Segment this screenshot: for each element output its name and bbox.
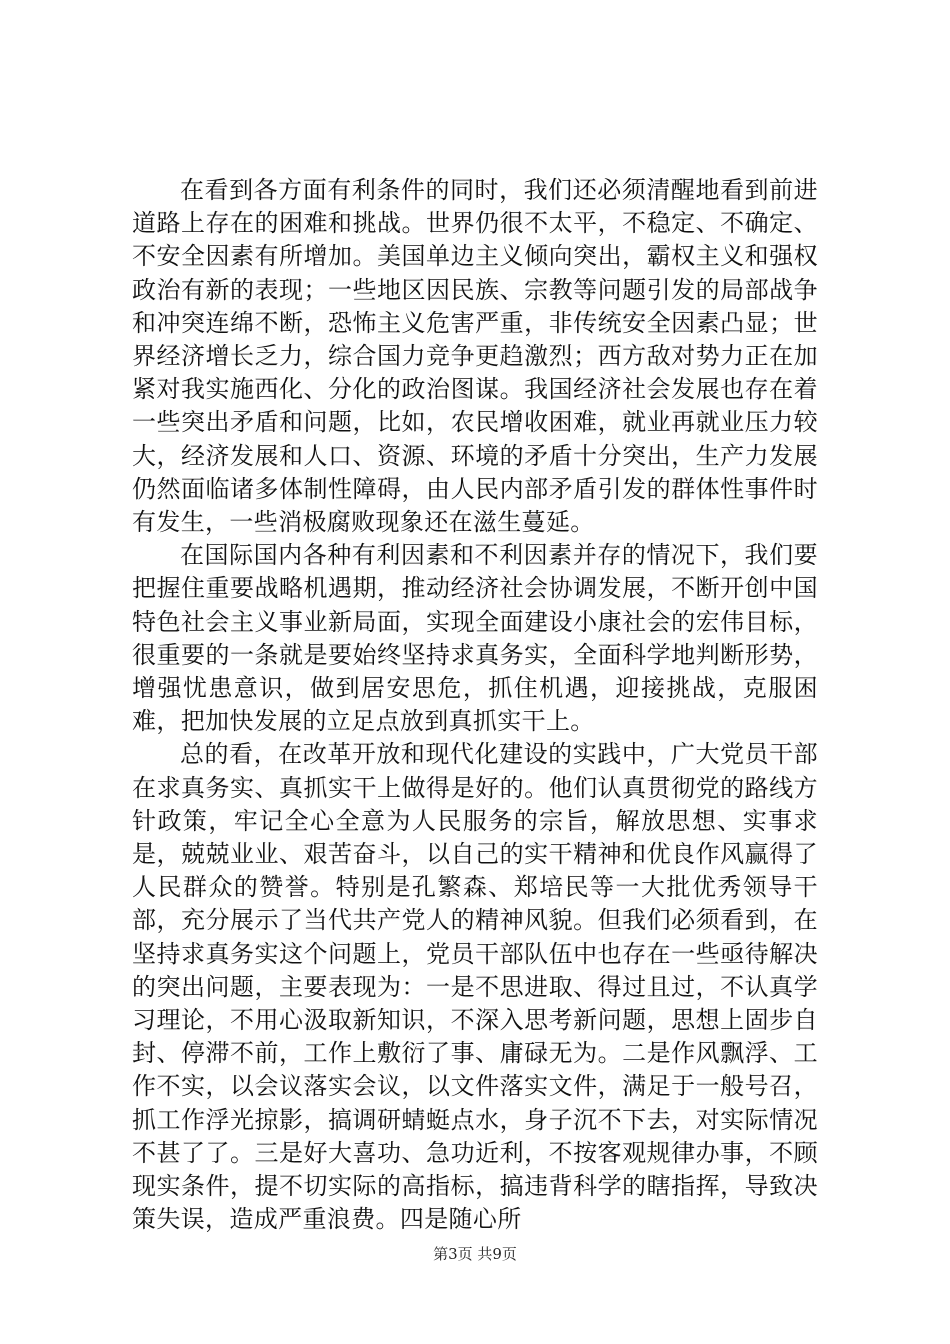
paragraph-2: 在国际国内各种有利因素和不利因素并存的情况下，我们要把握住重要战略机遇期，推动经济社会协调发展，不断开创中国特色社会主义事业新局面，实现全面建设小康社会的宏伟目标，很重要的一条就是要始终坚持求真务实，全面科学地判断形势，增强忧患意识，做到居安思危，抓住机遇，迎接挑战，克服困难，把加快发展的立足点放到真抓实干上。 xyxy=(132,541,818,736)
paragraph-1: 在看到各方面有利条件的同时，我们还必须清醒地看到前进道路上存在的困难和挑战。世界仍很不太平，不稳定、不确定、不安全因素有所增加。美国单边主义倾向突出，霸权主义和强权政治有新的表现；一些地区因民族、宗教等问题引发的局部战争和冲突连绵不断，恐怖主义危害严重，非传统安全因素凸显；世界经济增长乏力，综合国力竞争更趋激烈；西方敌对势力正在加紧对我实施西化、分化的政治图谋。我国经济社会发展也存在着一些突出矛盾和问题，比如，农民增收困难，就业再就业压力较大，经济发展和人口、资源、环境的矛盾十分突出，生产力发展仍然面临诸多体制性障碍，由人民内部矛盾引发的群体性事件时有发生，一些消极腐败现象还在滋生蔓延。 xyxy=(132,176,818,537)
paragraph-3: 总的看，在改革开放和现代化建设的实践中，广大党员干部在求真务实、真抓实干上做得是好的。他们认真贯彻党的路线方针政策，牢记全心全意为人民服务的宗旨，解放思想、实事求是，兢兢业业、艰苦奋斗，以自己的实干精神和优良作风赢得了人民群众的赞誉。特别是孔繁森、郑培民等一大批优秀领导干部，充分展示了当代共产党人的精神风貌。但我们必须看到，在坚持求真务实这个问题上，党员干部队伍中也存在一些亟待解决的突出问题，主要表现为：一是不思进取、得过且过，不认真学习理论，不用心汲取新知识，不深入思考新问题，思想上固步自封、停滞不前，工作上敷衍了事、庸碌无为。二是作风飘浮、工作不实，以会议落实会议，以文件落实文件，满足于一般号召，抓工作浮光掠影，搞调研蜻蜓点水，身子沉不下去，对实际情况不甚了了。三是好大喜功、急功近利，不按客观规律办事，不顾现实条件，提不切实际的高指标，搞违背科学的瞎指挥，导致决策失误，造成严重浪费。四是随心所 xyxy=(132,740,818,1234)
page-number-footer: 第3页 共9页 xyxy=(433,1245,517,1263)
document-body xyxy=(132,174,818,1237)
